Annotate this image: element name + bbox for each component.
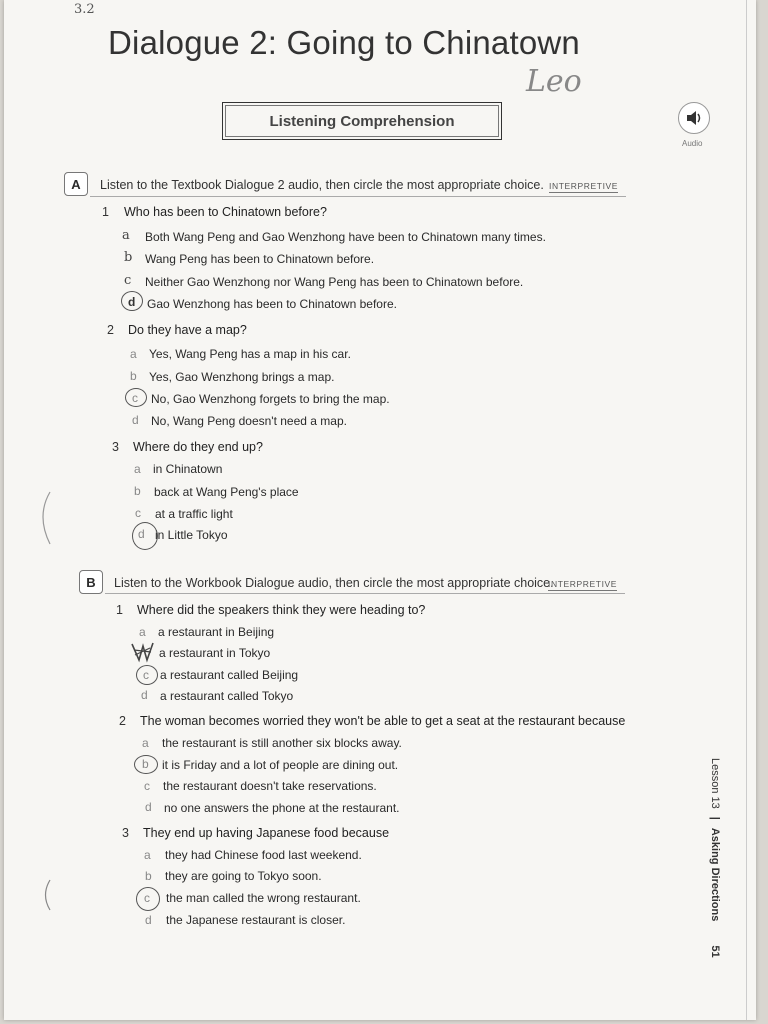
option-text[interactable]: Both Wang Peng and Gao Wenzhong have been to Chinatown many times. (145, 230, 546, 244)
option-text[interactable]: in Little Tokyo (155, 528, 228, 542)
question-a3-text: Where do they end up? (133, 440, 263, 454)
option-text[interactable]: the Japanese restaurant is closer. (166, 913, 346, 927)
option-letter[interactable]: c (143, 668, 149, 682)
lesson-number: Lesson 13 (709, 758, 721, 809)
option-text[interactable]: at a traffic light (155, 507, 233, 521)
lesson-topic: Asking Directions (709, 827, 721, 922)
option-letter[interactable]: b (130, 369, 137, 383)
option-letter[interactable]: b (134, 484, 141, 498)
workbook-page (4, 0, 756, 1020)
option-text[interactable]: they are going to Tokyo soon. (165, 869, 322, 883)
option-text[interactable]: a restaurant called Beijing (160, 668, 299, 682)
section-b-rule (105, 593, 625, 594)
side-lesson-label (708, 758, 722, 968)
audio-label: Audio (682, 139, 703, 148)
option-text[interactable]: Neither Gao Wenzhong nor Wang Peng has been to Chinatown before. (145, 275, 524, 289)
label-separator: | (709, 816, 721, 820)
option-letter[interactable]: c (132, 391, 138, 405)
option-text[interactable]: No, Gao Wenzhong forgets to bring the map. (151, 392, 390, 406)
option-text[interactable]: Wang Peng has been to Chinatown before. (145, 252, 375, 266)
option-text[interactable]: they had Chinese food last weekend. (165, 848, 362, 862)
question-a1-text: Who has been to Chinatown before? (124, 205, 327, 219)
option-letter[interactable]: d (145, 800, 152, 814)
question-b3-text: They end up having Japanese food because (143, 826, 390, 840)
question-b1-text: Where did the speakers think they were heading to? (137, 603, 426, 617)
question-a2-text: Do they have a map? (128, 323, 247, 337)
question-a2-number: 2 (107, 323, 114, 337)
option-letter[interactable]: d (132, 413, 139, 427)
option-letter[interactable]: b (124, 250, 133, 265)
question-b1-number: 1 (116, 603, 123, 617)
question-b3-number: 3 (122, 826, 129, 840)
option-letter[interactable]: c (144, 891, 150, 905)
question-a1-number: 1 (102, 205, 109, 219)
section-a-letter: A (64, 172, 88, 196)
option-letter[interactable]: d (138, 527, 145, 541)
pencil-bracket-mark (32, 488, 56, 548)
pencil-bracket-mark (38, 878, 54, 912)
page-edge-line (746, 0, 747, 1020)
page-number: 51 (709, 945, 721, 958)
option-letter[interactable]: a (144, 848, 151, 862)
option-text[interactable]: a restaurant called Tokyo (160, 689, 294, 703)
option-letter[interactable]: a (142, 736, 149, 750)
question-a3-number: 3 (112, 440, 119, 454)
option-text[interactable]: a restaurant in Tokyo (159, 646, 271, 660)
section-a-tag: INTERPRETIVE (549, 181, 619, 191)
page-title: Dialogue 2: Going to Chinatown (108, 24, 580, 61)
option-letter[interactable]: a (139, 625, 146, 639)
corner-note: 3.2 (74, 2, 95, 17)
option-letter[interactable]: c (124, 273, 132, 288)
section-header: Listening Comprehension (225, 105, 499, 137)
section-b-tag: INTERPRETIVE (548, 579, 618, 589)
audio-button[interactable] (678, 102, 710, 134)
option-letter[interactable]: b (142, 757, 149, 771)
option-text[interactable]: back at Wang Peng's place (154, 485, 299, 499)
option-letter[interactable]: c (135, 506, 141, 520)
option-text[interactable]: the restaurant is still another six blocks away. (162, 736, 402, 750)
option-text[interactable]: no one answers the phone at the restaurant. (164, 801, 400, 815)
option-letter[interactable]: a (122, 228, 130, 243)
section-a-instruction: Listen to the Textbook Dialogue 2 audio, then circle the most appropriate choice. (100, 178, 544, 192)
option-text[interactable]: No, Wang Peng doesn't need a map. (151, 414, 347, 428)
option-letter[interactable]: c (144, 779, 150, 793)
speaker-icon (685, 110, 703, 126)
option-letter[interactable]: d (145, 913, 152, 927)
option-text[interactable]: Yes, Gao Wenzhong brings a map. (149, 370, 335, 384)
option-letter[interactable]: d (141, 688, 148, 702)
section-b-instruction: Listen to the Workbook Dialogue audio, then circle the most appropriate choice. (114, 576, 554, 590)
option-letter[interactable]: b (145, 869, 152, 883)
question-b2-text: The woman becomes worried they won't be able to get a seat at the restaurant because (140, 714, 626, 728)
option-letter[interactable]: d (128, 295, 136, 309)
option-text[interactable]: a restaurant in Beijing (158, 625, 275, 639)
option-text[interactable]: Gao Wenzhong has been to Chinatown before. (147, 297, 397, 311)
option-text[interactable]: in Chinatown (153, 462, 223, 476)
option-text[interactable]: the restaurant doesn't take reservations. (163, 779, 377, 793)
handwritten-signature: Leo (526, 64, 582, 99)
option-letter[interactable]: a (134, 462, 141, 476)
option-text[interactable]: the man called the wrong restaurant. (166, 891, 361, 905)
option-letter[interactable]: a (130, 347, 137, 361)
question-b2-number: 2 (119, 714, 126, 728)
option-text[interactable]: it is Friday and a lot of people are dining out. (162, 758, 399, 772)
section-a-rule (90, 196, 626, 197)
section-header-box (222, 102, 502, 140)
option-text[interactable]: Yes, Wang Peng has a map in his car. (149, 347, 351, 361)
section-b-letter: B (79, 570, 103, 594)
